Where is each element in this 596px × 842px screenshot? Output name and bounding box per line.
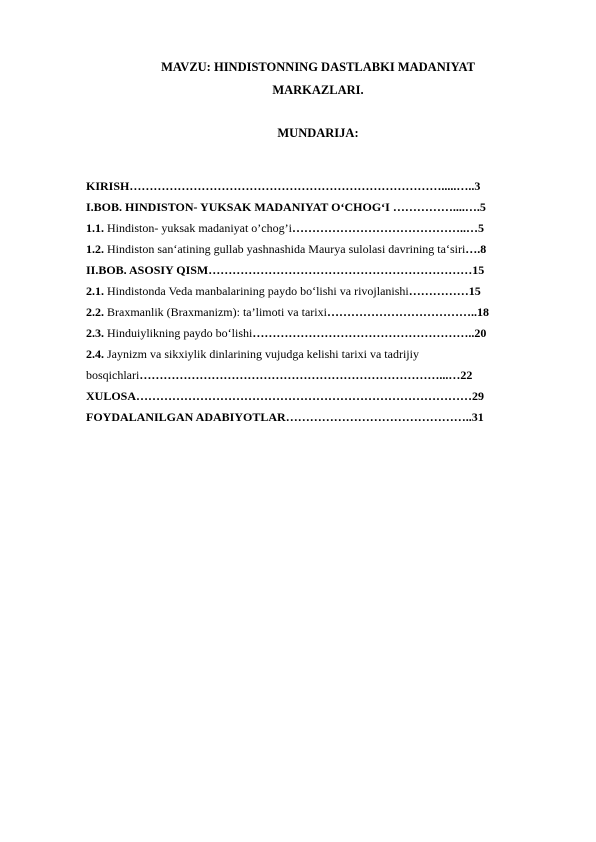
toc-entry-title: Hindistonda Veda manbalarining paydo bo‘lishi va rivojlanishi (104, 284, 409, 298)
toc-entry-page: 8 (480, 242, 487, 256)
toc-entry-1-2[interactable] (86, 239, 560, 260)
toc-entry-page: 5 (479, 200, 486, 214)
toc-entry-title: Hindiston- yuksak madaniyat o’chog’i (104, 221, 292, 235)
document-title-line2: MARKAZLARI. (272, 83, 364, 97)
toc-entry-1-1[interactable] (86, 218, 560, 239)
toc-entry-page: 22 (460, 368, 473, 382)
toc-entry-page: 31 (471, 410, 484, 424)
toc-entry-2-4[interactable] (86, 344, 560, 386)
toc-entry-chapter-2[interactable] (86, 260, 560, 281)
toc-entry-title: Hinduiylikning paydo bo‘lishi (104, 326, 253, 340)
toc-entry-leader: …………………………………………………………………...… (139, 368, 461, 382)
toc-entry-2-3[interactable] (86, 323, 560, 344)
toc-entry-leader: …………… (408, 284, 469, 298)
toc-entry-number: 2.4. (86, 347, 104, 361)
toc-entry-title-continued: bosqichlari (86, 368, 140, 382)
toc-entry-2-2[interactable] (86, 302, 560, 323)
toc-entry-leader: ……………………………………..… (291, 221, 478, 235)
toc-entry-title: XULOSA (86, 389, 137, 403)
toc-entry-page: 29 (472, 389, 485, 403)
toc-entry-leader: ……………………………………………….. (252, 326, 475, 340)
toc-entry-xulosa[interactable] (86, 386, 560, 407)
toc-entry-chapter-1[interactable] (86, 197, 560, 218)
toc-entry-leader: ……………....…. (389, 200, 480, 214)
toc-entry-page: 5 (477, 221, 484, 235)
toc-entry-leader: …. (465, 242, 481, 256)
toc-entry-title: I.BOB. HINDISTON- YUKSAK MADANIYAT O‘CHOG‘I (86, 200, 390, 214)
toc-entry-number: 2.3. (86, 326, 104, 340)
toc-entry-leader: ………………………………………………………………………… (136, 389, 473, 403)
toc-entry-number: 1.1. (86, 221, 104, 235)
toc-entry-leader: …………………………………………………………………….....….. (129, 179, 475, 193)
toc-entry-page: 15 (468, 284, 481, 298)
toc-entry-2-1[interactable] (86, 281, 560, 302)
toc-entry-page: 3 (474, 179, 481, 193)
toc-entry-title: Jaynizm va sikxiylik dinlarining vujudga kelishi tarixi va tadrijiy (104, 347, 419, 361)
toc-entry-title: FOYDALANILGAN ADABIYOTLAR (86, 410, 286, 424)
toc-entry-leader: ……………………………….. (326, 305, 477, 319)
toc-entry-bibliography[interactable] (86, 407, 560, 428)
toc-entry-title: II.BOB. ASOSIY QISM (86, 263, 209, 277)
toc-entry-title: KIRISH (86, 179, 130, 193)
toc-entry-leader: ……………………………………….. (285, 410, 472, 424)
contents-heading: MUNDARIJA: (277, 126, 359, 140)
table-of-contents (86, 176, 560, 428)
toc-entry-page: 20 (474, 326, 487, 340)
toc-entry-page: 18 (476, 305, 489, 319)
toc-entry-kirish[interactable] (86, 176, 560, 197)
toc-entry-number: 2.1. (86, 284, 104, 298)
toc-entry-number: 1.2. (86, 242, 104, 256)
toc-entry-page: 15 (472, 263, 485, 277)
toc-entry-title: Braxmanlik (Braxmanizm): ta’limoti va tarixi (104, 305, 327, 319)
toc-entry-number: 2.2. (86, 305, 104, 319)
toc-entry-title: Hindiston san‘atining gullab yashnashida Maurya sulolasi davrining ta‘siri (104, 242, 466, 256)
document-title-line1: MAVZU: HINDISTONNING DASTLABKI MADANIYAT (161, 60, 475, 74)
toc-entry-leader: ………………………………………………………… (208, 263, 473, 277)
